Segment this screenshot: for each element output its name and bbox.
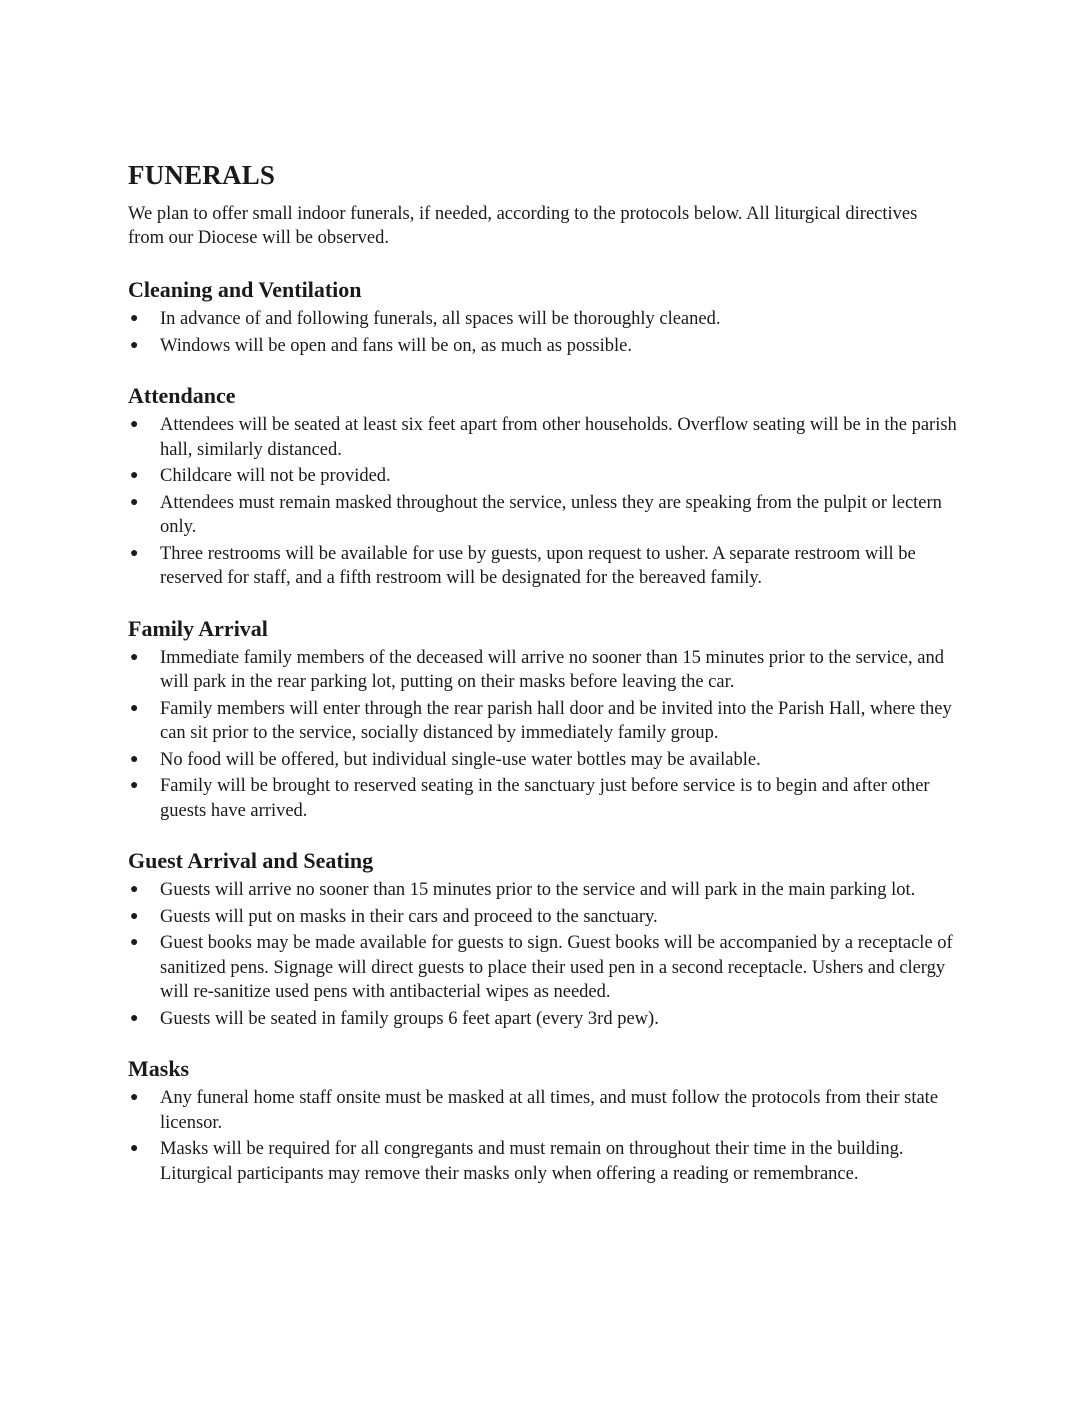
list-item-text: Family members will enter through the rear parish hall door and be invited into the Parish Hall, where they can sit prior to the service, socially distanced by immediately family group. — [160, 698, 952, 743]
list-item — [128, 542, 968, 591]
list-item — [128, 1086, 968, 1135]
section-heading: Guest Arrival and Seating — [128, 848, 374, 873]
bullet-icon: ● — [130, 468, 139, 483]
list-item — [128, 1007, 968, 1032]
list-item-text: No food will be offered, but individual single-use water bottles may be available. — [160, 749, 761, 770]
intro-paragraph: We plan to offer small indoor funerals, if needed, according to the protocols below. All liturgical directives from our Diocese will be observed. — [128, 204, 918, 248]
list-item — [128, 491, 968, 540]
bullet-list — [128, 1086, 968, 1186]
list-item-text: Three restrooms will be available for use by guests, upon request to usher. A separate restroom will be reserved for staff, and a fifth restroom will be designated for the bereaved family. — [160, 543, 916, 588]
bullet-icon: ● — [130, 649, 139, 665]
section-cleaning-and-ventilation — [128, 276, 968, 358]
bullet-icon: ● — [130, 751, 139, 767]
section-heading: Cleaning and Ventilation — [128, 277, 362, 302]
bullet-icon: ● — [130, 778, 139, 793]
list-item-text: Attendees must remain masked throughout the service, unless they are speaking from the pulpit or lectern only. — [160, 492, 942, 537]
bullet-icon: ● — [130, 545, 139, 561]
document-page — [128, 158, 968, 1210]
bullet-icon: ● — [130, 882, 139, 897]
list-item-text: Windows will be open and fans will be on, as much as possible. — [160, 335, 632, 356]
list-item — [128, 878, 968, 903]
section-family-arrival — [128, 615, 968, 824]
bullet-icon: ● — [130, 417, 139, 432]
list-item-text: Immediate family members of the deceased will arrive no sooner than 15 minutes prior to the service, and will park in the rear parking lot, putting on their masks before leaving the car. — [160, 647, 944, 692]
list-item-text: Guests will put on masks in their cars and proceed to the sanctuary. — [160, 906, 658, 927]
bullet-icon: ● — [130, 337, 139, 353]
bullet-list — [128, 413, 968, 591]
bullet-icon: ● — [130, 1010, 139, 1026]
bullet-list — [128, 878, 968, 1031]
list-item — [128, 748, 968, 773]
list-item — [128, 307, 968, 332]
section-attendance — [128, 382, 968, 591]
bullet-icon: ● — [130, 494, 139, 510]
section-heading: Masks — [128, 1056, 190, 1081]
list-item — [128, 905, 968, 930]
bullet-icon: ● — [130, 1141, 139, 1156]
list-item-text: Masks will be required for all congregants and must remain on throughout their time in the building. Liturgical participants may remove their masks only when offering a reading or remembrance. — [160, 1139, 904, 1184]
section-heading: Family Arrival — [128, 615, 268, 641]
section-masks — [128, 1055, 968, 1186]
list-item-text: Guests will arrive no sooner than 15 minutes prior to the service and will park in the main parking lot. — [160, 880, 916, 900]
bullet-icon: ● — [130, 935, 139, 950]
list-item-text: Any funeral home staff onsite must be masked at all times, and must follow the protocols from their state licensor. — [160, 1088, 939, 1133]
sections-container — [128, 276, 968, 1186]
bullet-list — [128, 307, 968, 358]
list-item-text: Guest books may be made available for guests to sign. Guest books will be accompanied by a receptacle of sanitized pens. Signage will direct guests to place their used pen in a second receptacle. Ushers and clergy will re-sanitize used pens with antibacterial wipes as needed. — [160, 933, 953, 1002]
list-item-text: In advance of and following funerals, all spaces will be thoroughly cleaned. — [160, 309, 721, 329]
list-item-text: Childcare will not be provided. — [160, 466, 391, 486]
list-item — [128, 697, 968, 746]
list-item-text: Family will be brought to reserved seating in the sanctuary just before service is to begin and after other guests have arrived. — [160, 776, 930, 821]
section-guest-arrival-and-seating — [128, 847, 968, 1031]
list-item — [128, 774, 968, 823]
bullet-icon: ● — [130, 700, 139, 716]
list-item-text: Guests will be seated in family groups 6 feet apart (every 3rd pew). — [160, 1008, 659, 1029]
list-item — [128, 334, 968, 359]
bullet-icon: ● — [130, 1090, 139, 1105]
bullet-icon: ● — [130, 311, 139, 326]
list-item — [128, 464, 968, 489]
list-item-text: Attendees will be seated at least six feet apart from other households. Overflow seating will be in the parish hall, similarly distanced. — [160, 415, 957, 460]
bullet-icon: ● — [130, 908, 139, 924]
list-item — [128, 1137, 968, 1186]
list-item — [128, 413, 968, 462]
bullet-list — [128, 646, 968, 824]
list-item — [128, 931, 968, 1005]
list-item — [128, 646, 968, 695]
section-heading: Attendance — [128, 383, 236, 408]
page-title: FUNERALS — [128, 160, 276, 190]
